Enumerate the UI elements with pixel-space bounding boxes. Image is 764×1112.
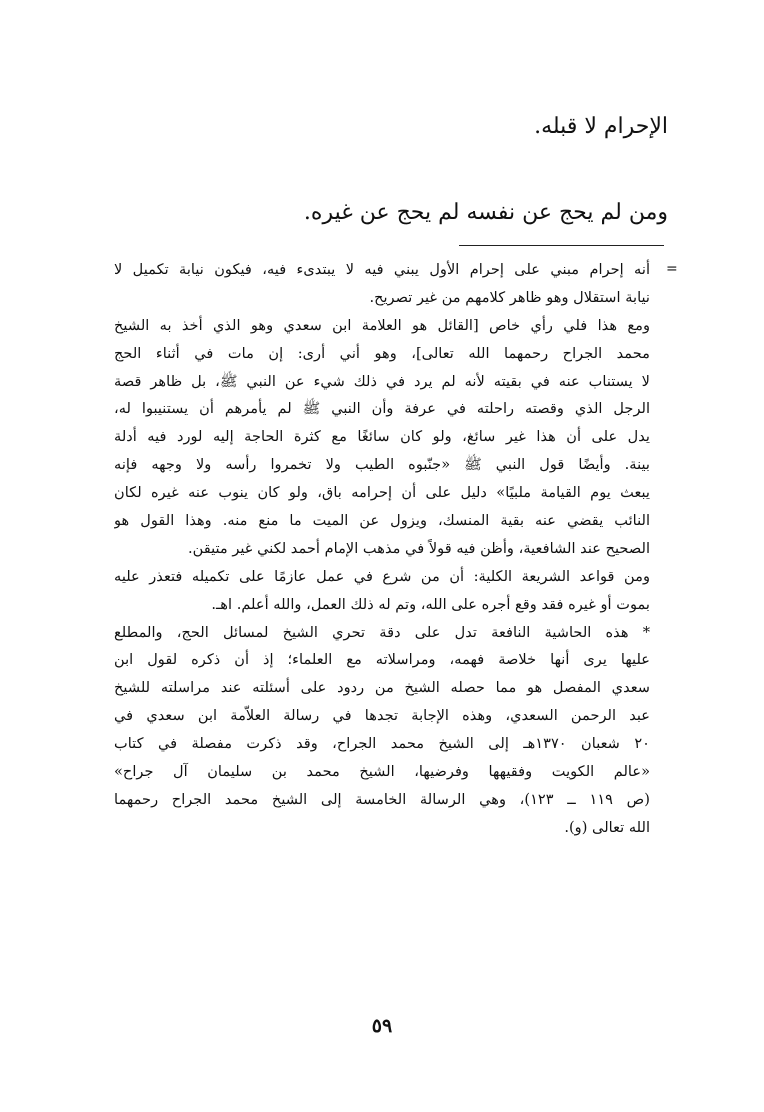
footnote-continuation-mark: = (666, 261, 678, 277)
footnote-line: ٢٠ شعبان ١٣٧٠هـ إلى الشيخ محمد الجراح، وقد ذكرت مفصلة في كتاب (114, 735, 650, 753)
footnote-line: الرجل الذي وقصته راحلته في عرفة وأن النبي ﷺ لم يأمرهم أن يستنيبوا له، (114, 400, 650, 418)
footnote-separator (459, 245, 664, 246)
main-text-line-1: الإحرام لا قبله. (534, 114, 668, 139)
page-number: ٥٩ (371, 1015, 393, 1037)
footnote-block (114, 256, 650, 842)
footnote-line: سعدي المفصل هو مما حصله الشيخ من ردود على أسئلته عند مراسلته للشيخ (114, 679, 650, 697)
footnote-line: نيابة استقلال وهو ظاهر كلامهم من غير تصريح. (369, 288, 650, 306)
footnote-line: ومن قواعد الشريعة الكلية: أن من شرع في عمل عازمًا على تكميله فتعذر عليه (114, 567, 650, 585)
footnote-line: ومع هذا فلي رأي خاص [القائل هو العلامة ابن سعدي وهو الذي أخذ به الشيخ (114, 316, 650, 334)
footnote-line: أنه إحرام مبني على إحرام الأول يبني فيه لا يبتدىء فيه، فيكون نيابة تكميل لا (114, 261, 650, 278)
footnote-line: لا يستناب عنه في بقيته لأنه لم يرد في ذلك شيء عن النبي ﷺ، بل ظاهر قصة (114, 372, 650, 390)
footnote-line: محمد الجراح رحمهما الله تعالى]، وهو أني أرى: إن مات في أثناء الحج (114, 344, 650, 362)
footnote-line: بينة. وأيضًا قول النبي ﷺ «جنّبوه الطيب ولا تخمروا رأسه ولا وجهه فإنه (114, 456, 650, 474)
main-text-line-2: ومن لم يحج عن نفسه لم يحج عن غيره. (303, 200, 668, 225)
footnote-line: يبعث يوم القيامة ملبيًا» دليل على أن إحرامه باق، ولو كان ينوب عنه غيره لكان (114, 484, 650, 502)
footnote-line: * هذه الحاشية النافعة تدل على دقة تحري الشيخ لمسائل الحج، والمطلع (114, 623, 650, 641)
footnote-line: «عالم الكويت وفقيهها وفرضيها، الشيخ محمد بن سليمان آل جراح» (114, 763, 650, 781)
footnote-line: الله تعالى (و). (564, 818, 650, 836)
footnote-line: الصحيح عند الشافعية، وأظن فيه قولاً في مذهب الإمام أحمد لكني غير متيقن. (187, 539, 650, 557)
footnote-line: عبد الرحمن السعدي، وهذه الإجابة تجدها في رسالة العلاّمة ابن سعدي في (114, 707, 650, 725)
footnote-line: بموت أو غيره فقد وقع أجره على الله، وتم له ذلك العمل، والله أعلم. اهـ. (211, 595, 650, 613)
footnote-line: عليها يرى أنها خلاصة فهمه، ومراسلاته مع العلماء؛ إذ أن ذكره لقول ابن (114, 651, 650, 669)
footnote-line: النائب يقضي عنه بقية المنسك، ويزول عن الميت ما منع منه. وهذا القول هو (114, 512, 650, 530)
footnote-line: (ص ١١٩ ــ ١٢٣)، وهي الرسالة الخامسة إلى الشيخ محمد الجراح رحمهما (114, 790, 650, 808)
footnote-line: يدل على أن هذا غير سائغ، ولو كان سائغًا مع كثرة الحاجة إليه لورد فيه أدلة (114, 428, 650, 446)
